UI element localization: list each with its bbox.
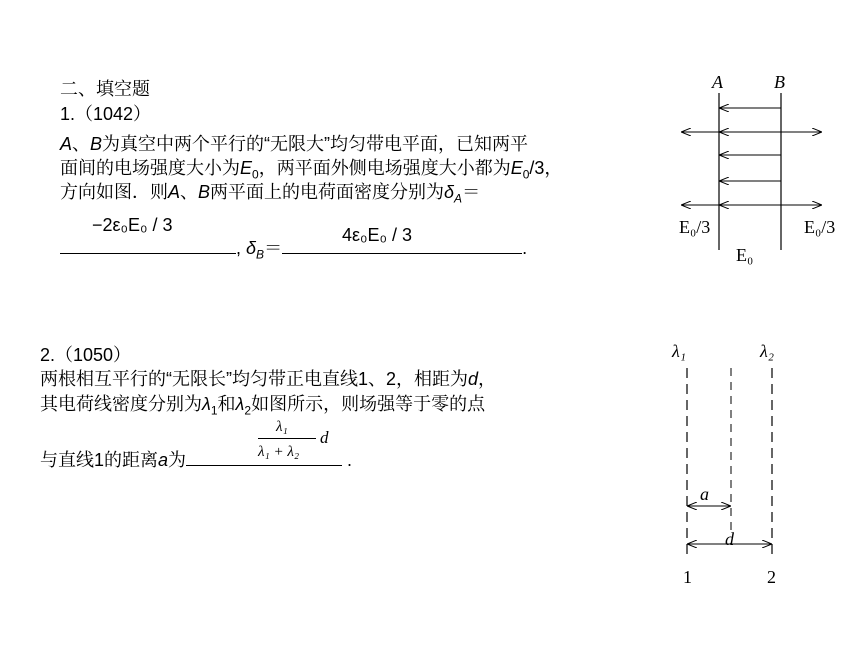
q2-sub: 2 [244,403,252,418]
q1-sub: 0 [252,167,259,182]
q1-answer-b: 4ε₀E₀ / 3 [342,225,412,245]
q1-var-a: A [168,182,181,202]
field-label-left: E₀/3 [679,217,711,237]
q1-comma: , [236,238,242,258]
q1-delta-b: δ [246,238,257,258]
q1-period: . [522,238,528,258]
lambda1-label: λ₁ [672,341,687,361]
q1-text: 方向如图．则 [60,182,168,202]
q1-sep: 、 [72,134,91,154]
field-label-middle: E₀ [736,245,754,265]
q1-sub: B [256,247,265,262]
q2-text: 和 [217,394,236,414]
q1-text: /3， [529,158,563,178]
q1-var-e: E [240,158,253,178]
q1-sep: 、 [180,182,199,202]
q2-lambda1: λ [202,394,211,414]
lambda2-label: λ₂ [760,341,775,361]
q2-var-a: a [158,450,169,470]
figure-2-lines [671,341,776,587]
q1-text: 面间的电场强度大小为 [60,158,240,178]
section-title: 二、填空题 [60,79,150,99]
q1-sub: A [454,191,463,206]
field-label-right: E₀/3 [804,217,836,237]
q1-var-a: A [60,134,73,154]
line-1-label: 1 [683,567,692,587]
q1-text: 两平面上的电荷面密度分别为 [210,182,445,202]
q1-eq: ＝ [264,238,283,258]
q2-text: 两根相互平行的“无限长”均匀带正电直线1、2，相距为 [40,369,469,389]
q1-var-b: B [90,134,103,154]
distance-a-label: a [700,484,709,504]
q2-text: 与直线1的距离 [40,450,159,470]
q1-var-e: E [510,158,523,178]
q1-text: ，两平面外侧电场强度大小都为 [258,158,511,178]
q2-frac-num: λ₁ [276,419,288,435]
q2-text: 为 [168,450,187,470]
q2-text: 其电荷线密度分别为 [40,394,202,414]
q2-frac-den: λ₁ + λ₂ [258,444,300,460]
plane-b-label: B [774,72,785,92]
q2-var-d: d [468,369,479,389]
q1-text: 为真空中两个平行的“无限大”均匀带电平面，已知两平 [102,134,529,154]
distance-d-label: d [725,529,734,549]
q1-delta: δ [444,182,455,202]
plane-a-label: A [712,72,723,92]
q1-sub: 0 [522,167,530,182]
figure-1-planes [679,72,835,265]
q2-text: 如图所示，则场强等于零的点 [251,394,486,414]
line-2-label: 2 [767,567,776,587]
q2-number: 2.（1050） [40,345,132,365]
q1-var-b: B [198,182,211,202]
q2-sub: 1 [210,403,218,418]
q2-frac-d: d [320,428,329,447]
q1-number: 1.（1042） [60,104,152,124]
q2-lambda2: λ [235,394,245,414]
q1-answer-a: −2ε₀E₀ / 3 [92,215,173,235]
q2-text: ， [478,369,497,389]
q2-end: . [342,450,353,470]
q1-eq: ＝ [462,182,481,202]
